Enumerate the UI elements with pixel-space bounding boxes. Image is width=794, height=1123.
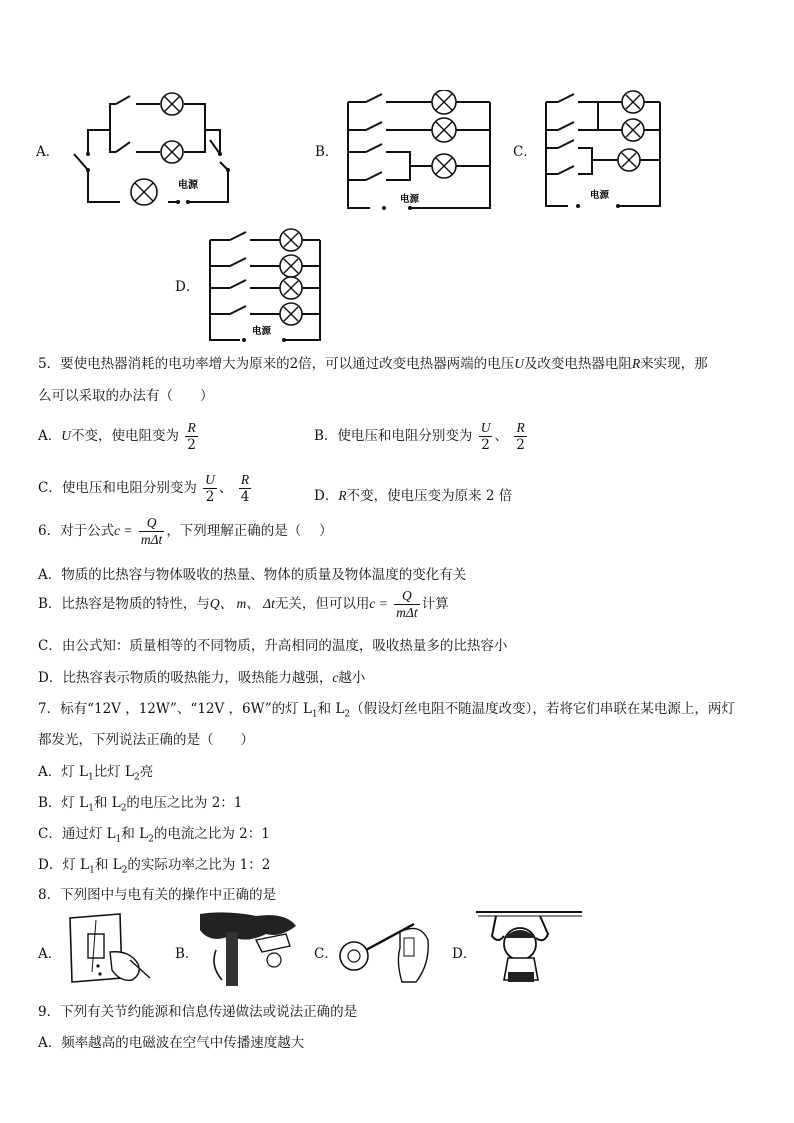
q6-option-a: A．物质的比热容与物体吸收的热量、物体的质量及物体温度的变化有关	[38, 567, 467, 583]
q9-stem: 9．下列有关节约能源和信息传递做法或说法正确的是	[38, 1004, 358, 1020]
q5-option-b: B．使电压和电阻分别变为 $\frac{U}{2}$ 、 $\frac{R}{2}$	[314, 420, 525, 453]
circuit-d-label: D．	[175, 279, 200, 295]
q5-option-d: D．R不变，使电压变为原来 2 倍	[314, 488, 513, 504]
circuit-a-source: 电源	[178, 180, 198, 191]
q7-option-c: C．通过灯 $L_1$和 $L_2$的电流之比为 2：1	[38, 826, 270, 845]
circuit-a-label: A．	[36, 144, 60, 160]
circuit-a-diagram	[60, 92, 240, 207]
circuit-d-diagram	[200, 228, 330, 348]
q6-option-b: B．比热容是物质的特性，与Q、 m、 Δt无关，但可以用c = $\frac{Q}{\text{mΔt}}$ 计算	[38, 588, 449, 620]
q5-stem-line1: 5．要使电热器消耗的电功率增大为原来的2倍，可以通过改变电热器两端的电压U及改变电热器电阻R来实现，那	[38, 356, 708, 372]
q7-stem-line2: 都发光，下列说法正确的是（ ）	[38, 732, 254, 748]
q8-image-c-test-pen	[336, 912, 431, 987]
q8-image-b-tree-kite	[196, 910, 301, 988]
circuit-c-diagram	[538, 90, 668, 210]
q5-option-c: C．使电压和电阻分别变为 $\frac{U}{2}$ 、 $\frac{R}{4}$	[38, 472, 250, 505]
circuit-b-diagram	[340, 90, 500, 212]
circuit-c-source: 电源	[590, 190, 610, 201]
q7-option-b: B．灯 $L_1$和 $L_2$的电压之比为 2：1	[38, 795, 243, 814]
circuit-d-source: 电源	[252, 326, 272, 337]
q8-label-a: A．	[38, 946, 62, 962]
q7-option-a: A．灯 $L_1$比灯 $L_2$亮	[38, 764, 154, 783]
q5-stem-line2: 么可以采取的办法有（ ）	[38, 388, 214, 404]
q6-option-d: D．比热容表示物质的吸热能力，吸热能力越强，c越小	[38, 670, 366, 686]
q8-label-d: D．	[452, 946, 477, 962]
q6-stem: 6．对于公式c = $\frac{Q}{\text{mΔt}}$ ，下列理解正确的是（ ）	[38, 515, 333, 547]
q8-label-c: C．	[314, 946, 338, 962]
circuit-b-source: 电源	[400, 194, 420, 205]
q6-option-c: C．由公式知：质量相等的不同物质，升高相同的温度，吸收热量多的比热容小	[38, 638, 508, 654]
circuit-c-label: C．	[513, 144, 537, 160]
q9-option-a: A．频率越高的电磁波在空气中传播速度越大	[38, 1035, 305, 1051]
q7-stem-line1: 7．标有“12V ，12W”、“12V ，6W”的灯 $L_1$和 $L_2$（假设灯丝电阻不随温度改变），若将它们串联在某电源上，两灯	[38, 701, 735, 720]
q8-image-a-switch	[60, 912, 155, 984]
q8-stem: 8．下列图中与电有关的操作中正确的是	[38, 887, 277, 903]
q5-option-a: A．U不变，使电阻变为 $\frac{R}{2}$	[38, 420, 196, 453]
q8-label-b: B．	[175, 946, 199, 962]
q7-option-d: D．灯 $L_1$和 $L_2$的实际功率之比为 1：2	[38, 857, 271, 876]
q8-image-d-hanging-wire	[474, 906, 584, 986]
circuit-b-label: B．	[315, 144, 339, 160]
